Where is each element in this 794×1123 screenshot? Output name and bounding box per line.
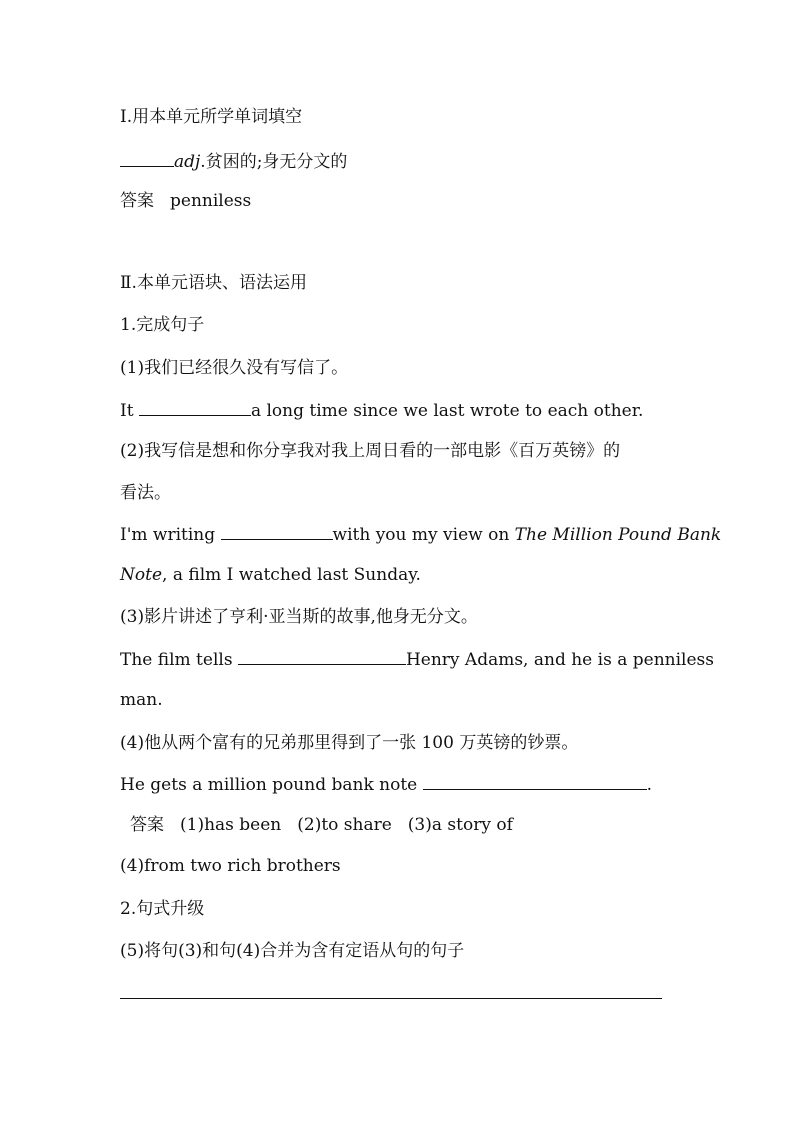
q3-english-line2: man. <box>120 690 163 710</box>
section1-heading: Ⅰ.用本单元所学单词填空 <box>120 107 303 127</box>
part-of-speech: adj <box>174 152 201 172</box>
answers-row-2: (4)from two rich brothers <box>120 856 341 876</box>
q2-english-line1: I'm writing with you my view on The Million Pound Bank <box>120 521 721 547</box>
answer-label: 答案 <box>120 191 154 211</box>
q3-blank[interactable] <box>238 646 406 665</box>
vocab-answer <box>120 189 251 213</box>
vocab-item <box>120 148 347 174</box>
q1-english: It a long time since we last wrote to each other. <box>120 397 643 423</box>
part1-title: 1.完成句子 <box>120 315 205 335</box>
section2-heading: Ⅱ.本单元语块、语法运用 <box>120 273 307 293</box>
q1-chinese: (1)我们已经很久没有写信了。 <box>120 358 349 378</box>
q2-english-line2: Note, a film I watched last Sunday. <box>120 565 421 585</box>
q4-chinese: (4)他从两个富有的兄弟那里得到了一张 100 万英镑的钞票。 <box>120 733 579 753</box>
q2-chinese-line2: 看法。 <box>120 483 171 503</box>
q5-answer-line[interactable] <box>120 998 662 999</box>
q5-chinese: (5)将句(3)和句(4)合并为含有定语从句的句子 <box>120 941 465 961</box>
film-title: The Million Pound Bank <box>514 525 722 545</box>
vocab-blank[interactable] <box>120 148 174 167</box>
q3-chinese: (3)影片讲述了亨利·亚当斯的故事,他身无分文。 <box>120 607 478 627</box>
answers-row: 答案 (1)has been (2)to share (3)a story of <box>130 815 513 835</box>
q3-english-line1: The film tells Henry Adams, and he is a penniless <box>120 646 714 672</box>
vocab-meaning: .贫困的;身无分文的 <box>200 152 348 172</box>
q2-chinese-line1: (2)我写信是想和你分享我对我上周日看的一部电影《百万英镑》的 <box>120 441 621 461</box>
q4-english: He gets a million pound bank note . <box>120 771 652 797</box>
answer-value: penniless <box>170 191 252 211</box>
q1-blank[interactable] <box>139 397 251 416</box>
answers-label: 答案 <box>130 815 164 835</box>
q2-blank[interactable] <box>221 521 333 540</box>
q4-blank[interactable] <box>423 771 647 790</box>
part2-title: 2.句式升级 <box>120 899 205 919</box>
